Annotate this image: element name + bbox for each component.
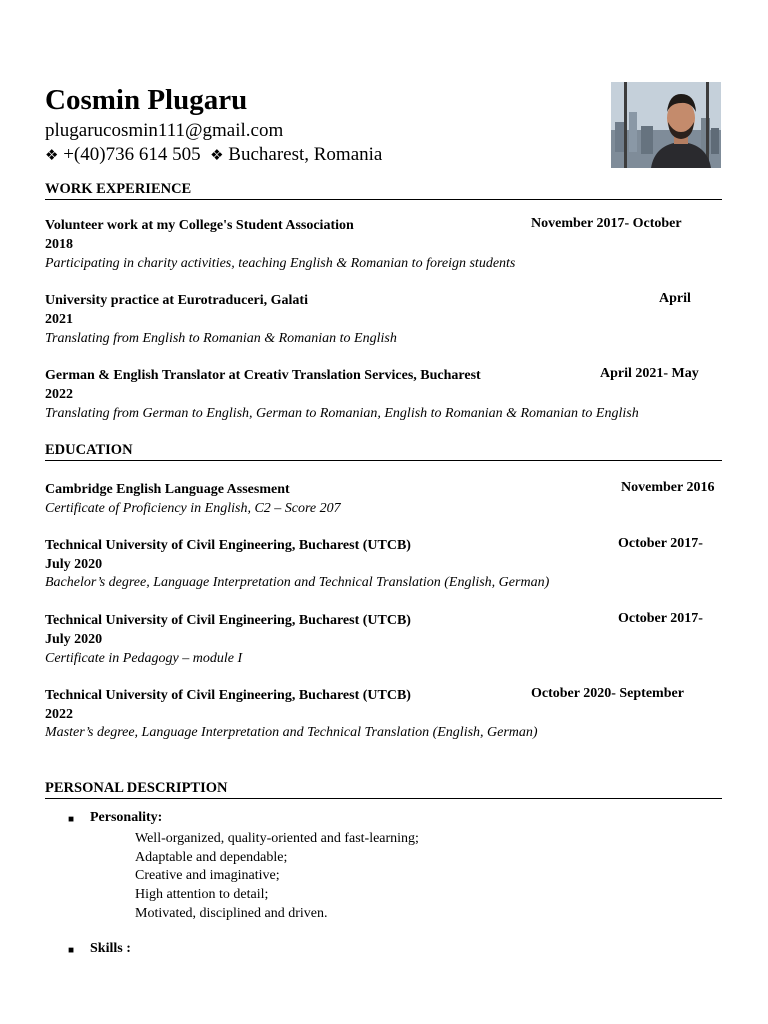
edu-entry-1-desc: Certificate of Proficiency in English, C2 – Score 207 bbox=[45, 501, 341, 516]
work-entry-1-title: Volunteer work at my College's Student Association bbox=[45, 218, 354, 233]
work-entry-3-title: German & English Translator at Creativ Translation Services, Bucharest bbox=[45, 368, 481, 383]
section-title-personal: PERSONAL DESCRIPTION bbox=[45, 779, 722, 799]
edu-entry-2-date: October 2017- bbox=[618, 536, 703, 551]
profile-photo bbox=[611, 82, 721, 168]
work-entry-3-date-cont: 2022 bbox=[45, 387, 73, 402]
edu-entry-1-date: November 2016 bbox=[621, 480, 715, 495]
work-entry-3-desc: Translating from German to English, German to Romanian, English to Romanian & Romanian to English bbox=[45, 406, 639, 421]
personality-item: Motivated, disciplined and driven. bbox=[135, 906, 328, 921]
section-title-education: EDUCATION bbox=[45, 441, 722, 461]
edu-entry-4-date: October 2020- September bbox=[531, 686, 684, 701]
edu-entry-2-date-cont: July 2020 bbox=[45, 557, 103, 572]
edu-entry-3-title: Technical University of Civil Engineering, Bucharest (UTCB) bbox=[45, 613, 411, 628]
work-entry-2-title: University practice at Eurotraduceri, Galati bbox=[45, 293, 308, 308]
personality-item: High attention to detail; bbox=[135, 887, 269, 902]
email-text: plugarucosmin111@gmail.com bbox=[45, 120, 284, 141]
profile-photo-drawing bbox=[611, 82, 721, 168]
work-entry-2-date: April bbox=[659, 291, 691, 306]
work-entry-3-date: April 2021- May bbox=[600, 366, 699, 381]
edu-entry-3-date-cont: July 2020 bbox=[45, 632, 103, 647]
section-title-work: WORK EXPERIENCE bbox=[45, 180, 722, 200]
candidate-name: Cosmin Plugaru bbox=[45, 84, 248, 116]
phone-text: +(40)736 614 505 bbox=[63, 144, 201, 165]
edu-entry-2-title: Technical University of Civil Engineering, Bucharest (UTCB) bbox=[45, 538, 411, 553]
diamond-bullet-icon: ❖ bbox=[210, 146, 224, 164]
personality-item: Adaptable and dependable; bbox=[135, 850, 288, 865]
work-entry-2-desc: Translating from English to Romanian & Romanian to English bbox=[45, 331, 397, 346]
personality-item: Well-organized, quality-oriented and fast-learning; bbox=[135, 831, 419, 846]
location-text: Bucharest, Romania bbox=[228, 144, 383, 165]
skills-label: Skills : bbox=[90, 941, 131, 956]
work-entry-1-desc: Participating in charity activities, teaching English & Romanian to foreign students bbox=[45, 256, 516, 271]
edu-entry-4-desc: Master’s degree, Language Interpretation and Technical Translation (English, German) bbox=[45, 725, 538, 740]
work-entry-1-date: November 2017- October bbox=[531, 216, 682, 231]
edu-entry-1-title: Cambridge English Language Assesment bbox=[45, 482, 290, 497]
square-bullet-icon: ■ bbox=[68, 945, 75, 956]
square-bullet-icon: ■ bbox=[68, 814, 75, 825]
personality-item: Creative and imaginative; bbox=[135, 868, 280, 883]
edu-entry-4-date-cont: 2022 bbox=[45, 707, 73, 722]
personality-label: Personality: bbox=[90, 810, 163, 825]
edu-entry-3-desc: Certificate in Pedagogy – module I bbox=[45, 651, 243, 666]
diamond-bullet-icon: ❖ bbox=[45, 146, 59, 164]
work-entry-1-date-cont: 2018 bbox=[45, 237, 73, 252]
edu-entry-4-title: Technical University of Civil Engineering, Bucharest (UTCB) bbox=[45, 688, 411, 703]
work-entry-2-date-cont: 2021 bbox=[45, 312, 73, 327]
edu-entry-3-date: October 2017- bbox=[618, 611, 703, 626]
edu-entry-2-desc: Bachelor’s degree, Language Interpretation and Technical Translation (English, German) bbox=[45, 575, 550, 590]
contact-line bbox=[45, 143, 382, 167]
